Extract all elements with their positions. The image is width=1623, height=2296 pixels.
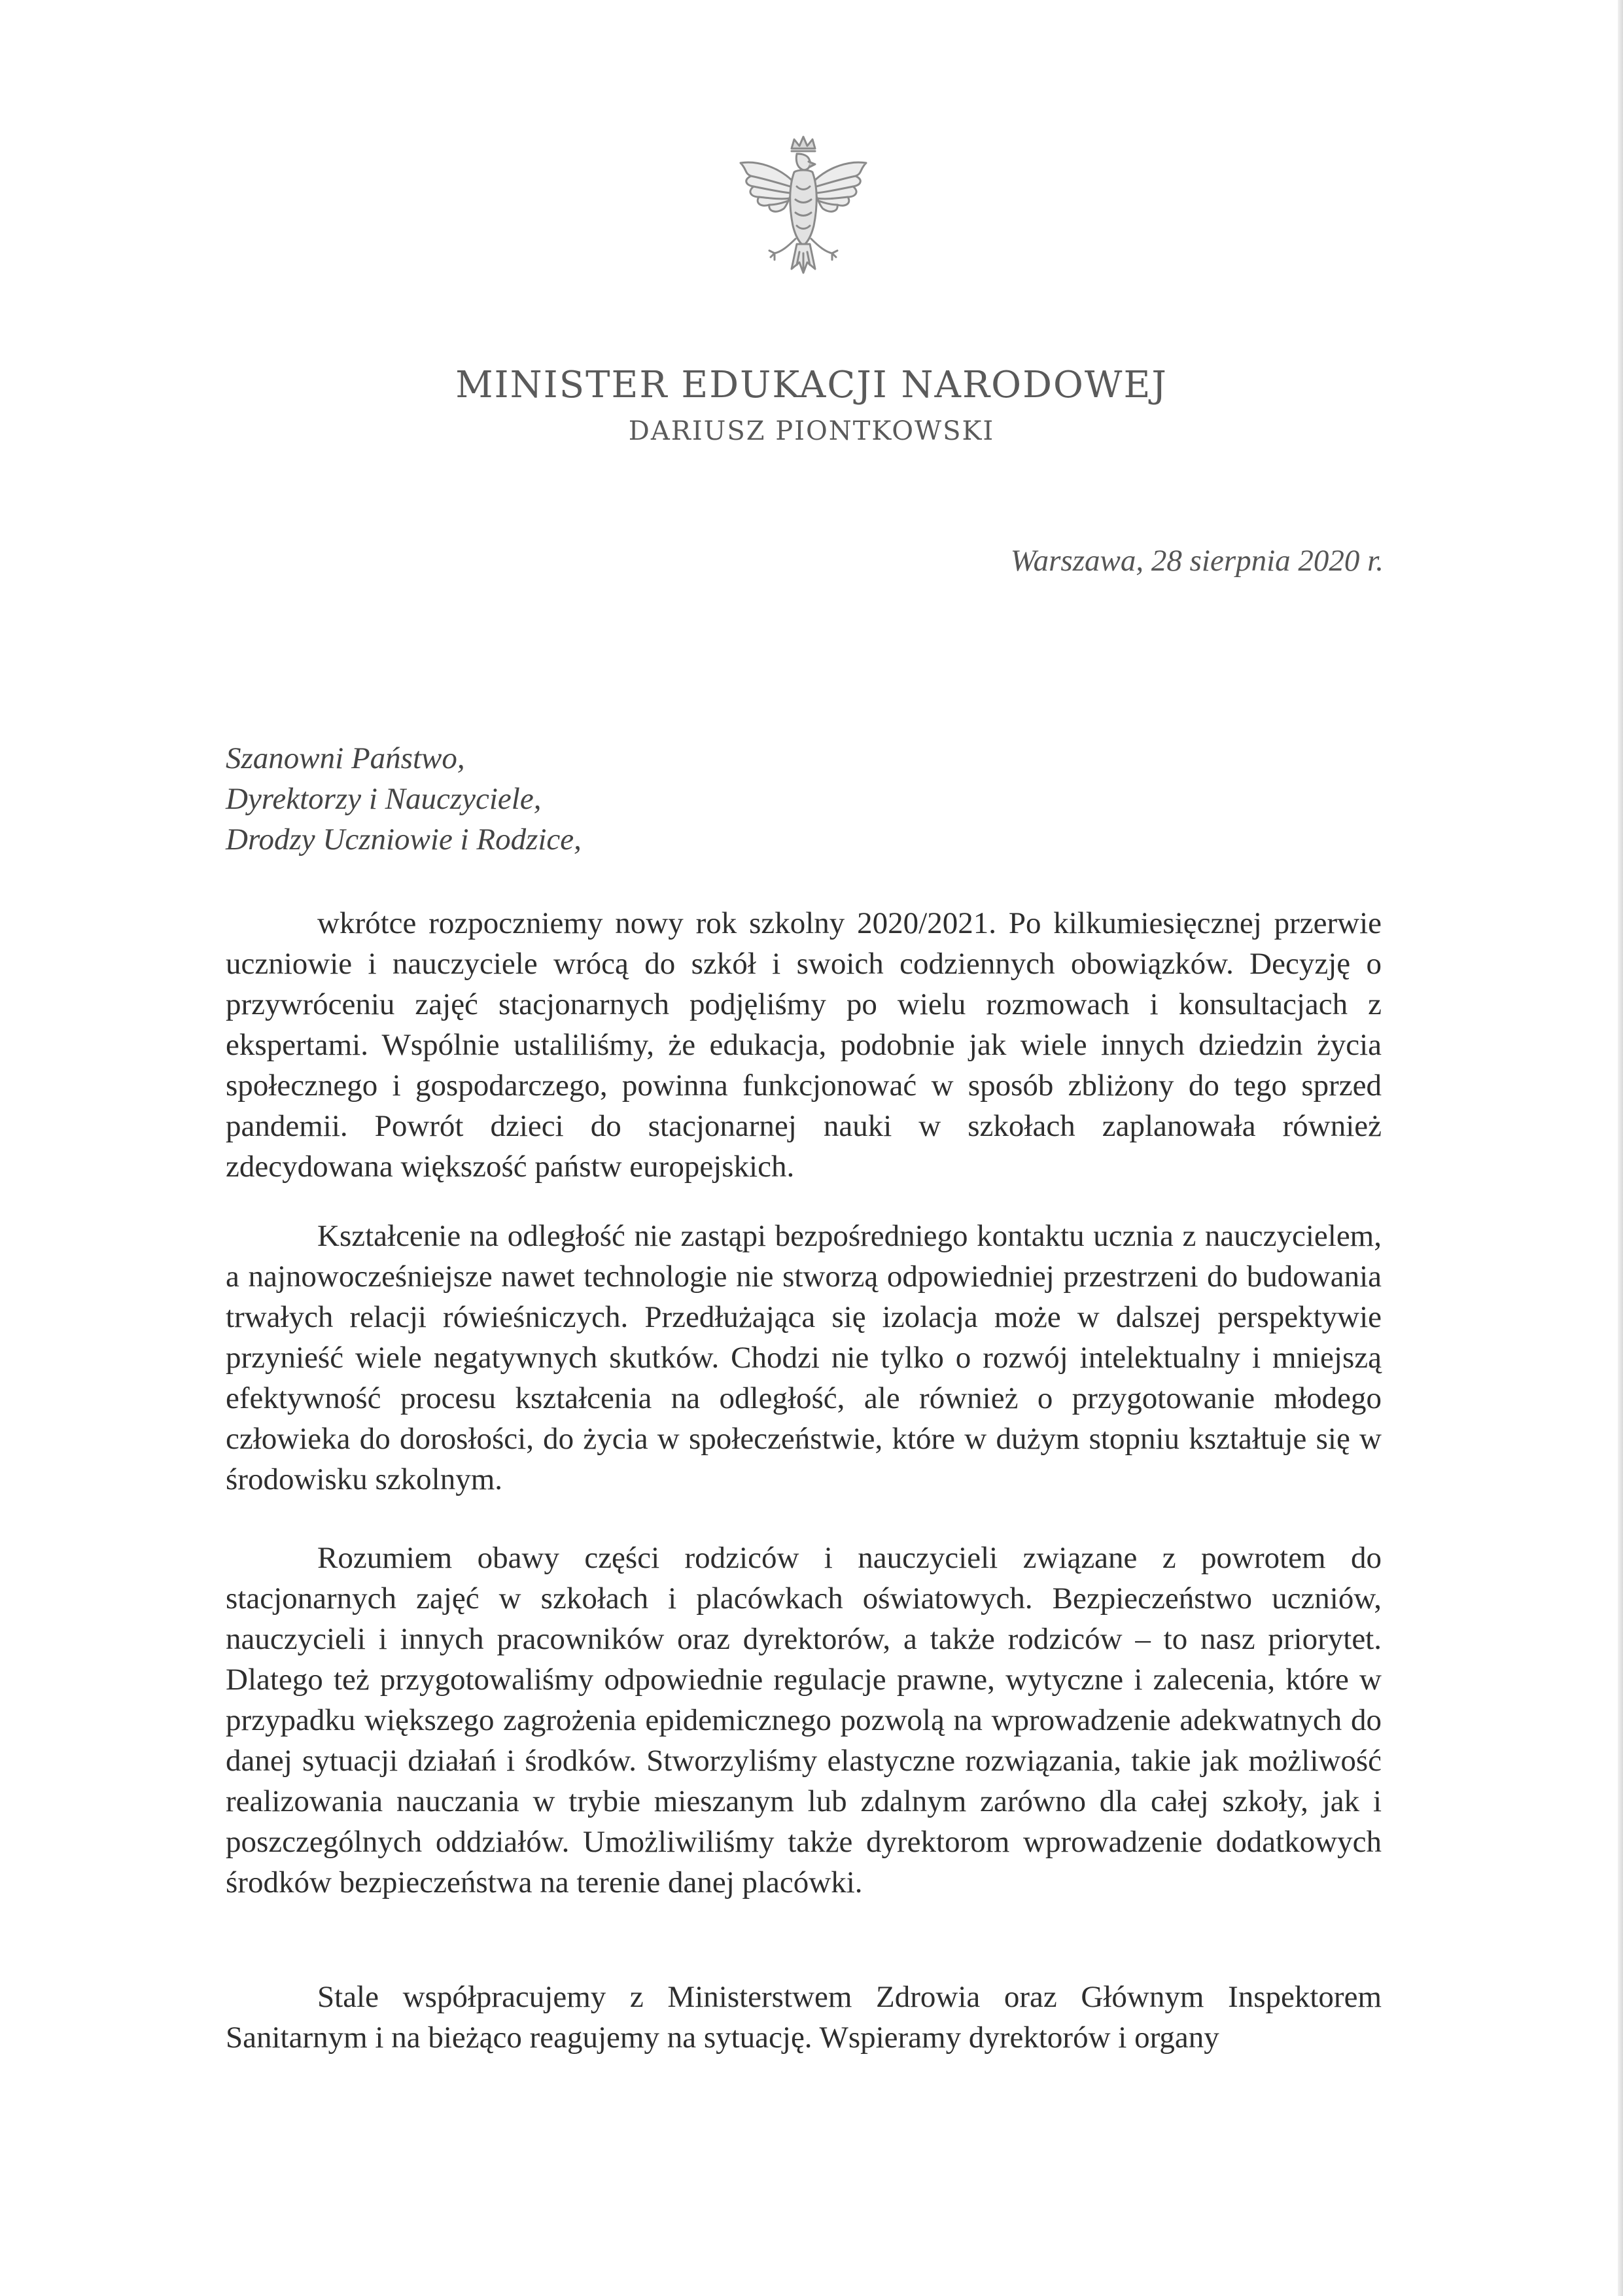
salutation-line: Drodzy Uczniowie i Rodzice,: [226, 822, 582, 857]
salutation: [226, 738, 582, 860]
salutation-line: Szanowni Państwo,: [226, 741, 465, 775]
body-paragraph: Kształcenie na odległość nie zastąpi bezpośredniego kontaktu ucznia z nauczycielem, a najnowocześniejsze nawet technologie nie stworzą odpowiedniej przestrzeni do budowania trwałych relacji rówieśniczych. Przedłużająca się izolacja może w dalszej perspektywie przynieść wiele negatywnych skutków. Chodzi nie tylko o rozwój intelektualny i mniejszą efektywność procesu kształcenia na odległość, ale również o przygotowanie młodego człowieka do dorosłości, do życia w społeczeństwie, które w dużym stopniu kształtuje się w środowisku szkolnym.: [226, 1219, 1382, 1496]
minister-name: DARIUSZ PIONTKOWSKI: [628, 416, 995, 446]
white-eagle-emblem-icon: [731, 134, 875, 291]
salutation-line: Dyrektorzy i Nauczyciele,: [226, 782, 542, 816]
place-date: Warszawa, 28 sierpnia 2020 r.: [1010, 544, 1384, 578]
body-paragraph: Stale współpracujemy z Ministerstwem Zdrowia oraz Głównym Inspektorem Sanitarnym i na bieżąco reagujemy na sytuację. Wspieramy dyrektorów i organy: [226, 1980, 1382, 2055]
page-edge-shadow: [1618, 0, 1623, 2296]
body-paragraph: wkrótce rozpoczniemy nowy rok szkolny 2020/2021. Po kilkumiesięcznej przerwie uczniowie i nauczyciele wrócą do szkół i swoich codziennych obowiązków. Decyzję o przywróceniu zajęć stacjonarnych podjęliśmy po wielu rozmowach i konsultacjach z ekspertami. Wspólnie ustaliliśmy, że edukacja, podobnie jak wiele innych dziedzin życia społecznego i gospodarczego, powinna funkcjonować w sposób zbliżony do tego sprzed pandemii. Powrót dzieci do stacjonarnej nauki w szkołach zaplanowała również zdecydowana większość państw europejskich.: [226, 906, 1382, 1184]
body-paragraph: Rozumiem obawy części rodziców i nauczycieli związane z powrotem do stacjonarnych zajęć w szkołach i placówkach oświatowych. Bezpieczeństwo uczniów, nauczycieli i innych pracowników oraz dyrektorów, a także rodziców – to nasz priorytet. Dlatego też przygotowaliśmy odpowiednie regulacje prawne, wytyczne i zalecenia, które w przypadku większego zagrożenia epidemicznego pozwolą na wprowadzenie adekwatnych do danej sytuacji działań i środków. Stworzyliśmy elastyczne rozwiązania, takie jak możliwość realizowania nauczania w trybie mieszanym lub zdalnym zarówno dla całej szkoły, jak i poszczególnych oddziałów. Umożliwiliśmy także dyrektorom wprowadzenie dodatkowych środków bezpieczeństwa na terenie danej placówki.: [226, 1541, 1382, 1899]
ministry-title: MINISTER EDUKACJI NARODOWEJ: [455, 364, 1168, 406]
